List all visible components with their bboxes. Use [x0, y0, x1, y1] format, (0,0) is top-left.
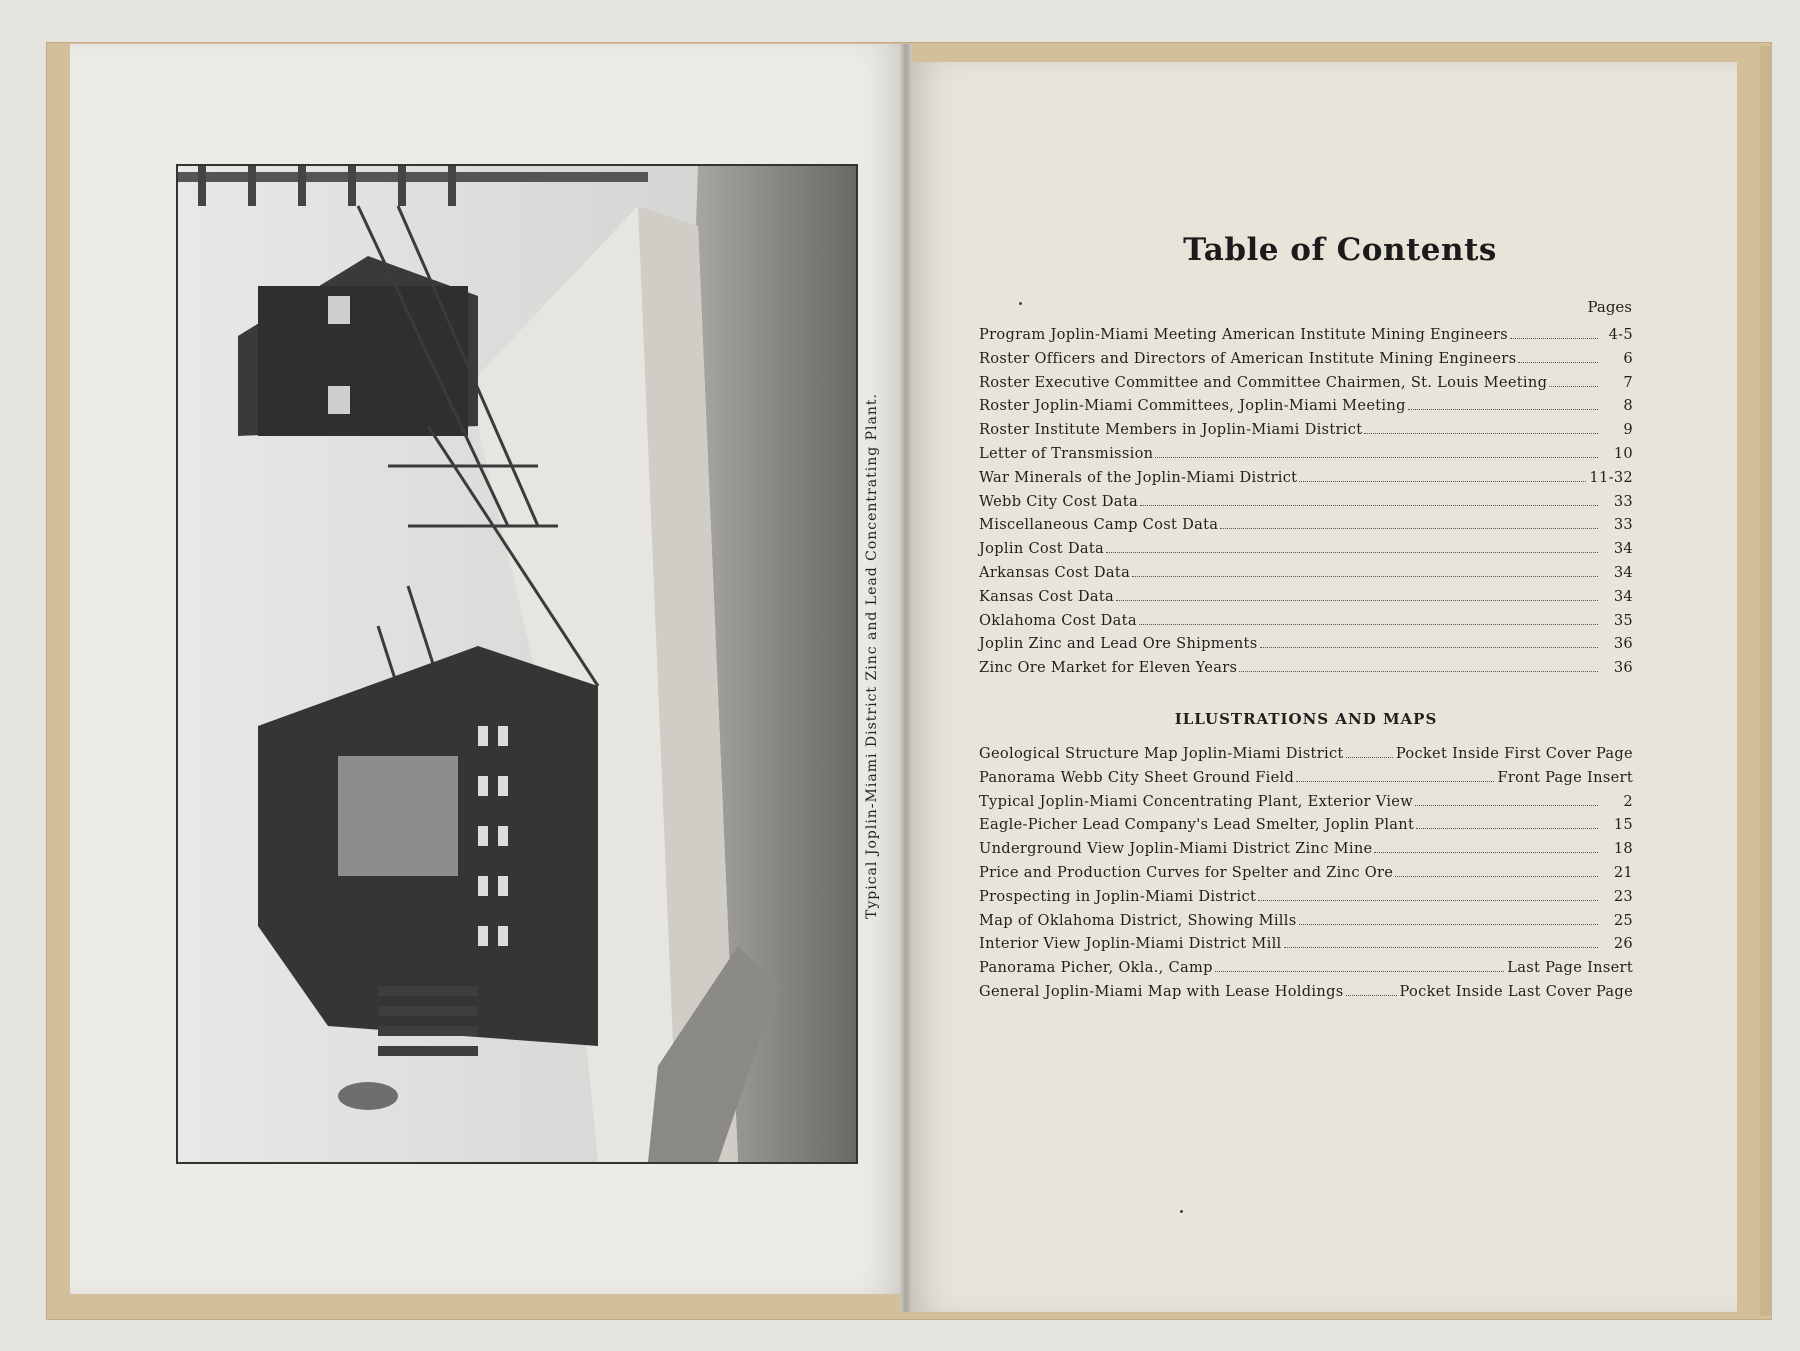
toc-entry-title: Prospecting in Joplin-Miami District [979, 887, 1257, 905]
dot-leader [1116, 600, 1598, 601]
toc-entry-page: 25 [1613, 911, 1633, 929]
toc-entry [979, 959, 1633, 983]
toc-entry [979, 816, 1633, 840]
toc-entry-page: 8 [1623, 397, 1633, 415]
toc-entry-title: Miscellaneous Camp Cost Data [979, 516, 1219, 534]
toc-entry-page: 34 [1613, 587, 1633, 605]
dot-leader [1415, 805, 1598, 806]
toc-entry [979, 469, 1633, 493]
toc-entry-title: Panorama Webb City Sheet Ground Field [979, 768, 1295, 786]
toc-entry-page: 10 [1613, 444, 1633, 462]
dot-leader [1346, 995, 1397, 996]
toc-entry [979, 793, 1633, 817]
toc-entry-title: General Joplin-Miami Map with Lease Holdings [979, 982, 1344, 1000]
toc-entry [979, 588, 1633, 612]
toc-entry [979, 840, 1633, 864]
dot-leader [1220, 528, 1598, 529]
toc-entry [979, 769, 1633, 793]
dot-leader [1284, 947, 1598, 948]
illustrations-header: ILLUSTRATIONS AND MAPS [1174, 710, 1438, 728]
toc-entry-title: Typical Joplin-Miami Concentrating Plant, Exterior View [979, 792, 1414, 810]
book-spine [900, 44, 912, 1312]
dot-leader [1395, 876, 1598, 877]
plant-photograph [176, 164, 858, 1164]
toc-entry-page: 34 [1613, 563, 1633, 581]
dot-leader [1139, 624, 1598, 625]
toc-entry [979, 493, 1633, 517]
dot-leader [1140, 505, 1598, 506]
dot-leader [1258, 900, 1598, 901]
dot-leader [1239, 671, 1598, 672]
toc-entry [979, 326, 1633, 350]
toc-entry-title: Geological Structure Map Joplin-Miami District [979, 745, 1344, 762]
dot-leader [1260, 647, 1598, 648]
toc-entry-page: 33 [1613, 492, 1633, 510]
dot-leader [1296, 781, 1494, 782]
toc-entry [979, 888, 1633, 912]
dot-leader [1374, 852, 1598, 853]
toc-entry-title: Joplin Cost Data [979, 540, 1105, 558]
toc-entry-title: Program Joplin-Miami Meeting American Institute Mining Engineers [979, 326, 1508, 343]
toc-entry [979, 983, 1633, 1007]
toc-entry-title: Price and Production Curves for Spelter and Zinc Ore [979, 863, 1394, 881]
toc-entry-title: Kansas Cost Data [979, 587, 1115, 605]
toc-entry-title: Panorama Picher, Okla., Camp [979, 959, 1213, 977]
toc-entry-title: Eagle-Picher Lead Company's Lead Smelter, Joplin Plant [979, 816, 1415, 834]
toc-entry [979, 635, 1633, 659]
toc-entry-title: Roster Officers and Directors of American Institute Mining Engineers [979, 349, 1517, 367]
toc-entry-page: 34 [1613, 540, 1633, 558]
toc-entry-page: 21 [1613, 863, 1633, 881]
contents-list [979, 326, 1633, 683]
toc-entry-title: Map of Oklahoma District, Showing Mills [979, 911, 1297, 929]
toc-entry [979, 935, 1633, 959]
dot-leader [1215, 971, 1504, 972]
toc-entry [979, 445, 1633, 469]
toc-entry [979, 745, 1633, 769]
toc-entry-title: Joplin Zinc and Lead Ore Shipments [979, 635, 1258, 653]
plant-photo-illustration [178, 166, 856, 1162]
toc-entry-page: 36 [1613, 659, 1633, 677]
toc-entry [979, 350, 1633, 374]
toc-entry-title: Roster Joplin-Miami Committees, Joplin-Miami Meeting [979, 397, 1406, 415]
toc-entry [979, 421, 1633, 445]
toc-entry [979, 564, 1633, 588]
toc-entry-title: Letter of Transmission [979, 444, 1154, 462]
toc-entry-page: 18 [1613, 840, 1633, 858]
toc-entry [979, 397, 1633, 421]
dot-leader [1106, 552, 1598, 553]
dot-leader [1408, 409, 1598, 410]
dot-leader [1299, 924, 1598, 925]
toc-entry [979, 612, 1633, 636]
toc-entry [979, 864, 1633, 888]
toc-entry-page: 4-5 [1608, 326, 1633, 343]
toc-entry-page: 9 [1623, 421, 1633, 439]
toc-entry-title: Oklahoma Cost Data [979, 611, 1137, 629]
toc-entry-page: 36 [1613, 635, 1633, 653]
dot-leader [1549, 386, 1598, 387]
toc-entry [979, 659, 1633, 683]
toc-entry-page: Front Page Insert [1497, 768, 1633, 786]
toc-entry-page: Pocket Inside Last Cover Page [1399, 982, 1633, 1000]
toc-entry [979, 516, 1633, 540]
toc-entry-title: Arkansas Cost Data [979, 563, 1131, 581]
toc-entry-title: Zinc Ore Market for Eleven Years [979, 659, 1238, 677]
dot-leader [1155, 457, 1598, 458]
toc-entry-page: Pocket Inside First Cover Page [1395, 745, 1633, 762]
dot-leader [1510, 338, 1598, 339]
toc-entry-page: 2 [1623, 792, 1633, 810]
toc-entry-page: 11-32 [1589, 468, 1633, 486]
dot-leader [1132, 576, 1598, 577]
toc-entry [979, 540, 1633, 564]
dot-leader [1518, 362, 1598, 363]
toc-entry-page: 26 [1613, 935, 1633, 953]
dot-leader [1416, 828, 1598, 829]
print-speck [1180, 1210, 1183, 1213]
toc-entry-page: 33 [1613, 516, 1633, 534]
toc-entry-title: Roster Executive Committee and Committee Chairmen, St. Louis Meeting [979, 373, 1548, 391]
toc-entry [979, 374, 1633, 398]
toc-entry-page: 23 [1613, 887, 1633, 905]
dot-leader [1299, 481, 1586, 482]
illustrations-list [979, 745, 1633, 1007]
toc-entry-page: 15 [1613, 816, 1633, 834]
cover-edge [1760, 46, 1772, 1316]
toc-entry-title: Webb City Cost Data [979, 492, 1138, 510]
toc-entry-title: Interior View Joplin-Miami District Mill [979, 935, 1282, 953]
toc-title: Table of Contents [1183, 232, 1497, 268]
toc-entry-title: Roster Institute Members in Joplin-Miami District [979, 421, 1363, 439]
toc-entry-page: 7 [1623, 373, 1633, 391]
photo-caption: Typical Joplin-Miami District Zinc and Lead Concentrating Plant. [864, 393, 880, 919]
dot-leader [1364, 433, 1598, 434]
pages-column-header: Pages [1587, 298, 1632, 316]
toc-entry-title: Underground View Joplin-Miami District Zinc Mine [979, 840, 1373, 858]
toc-entry-title: War Minerals of the Joplin-Miami District [979, 468, 1298, 486]
toc-entry-page: Last Page Insert [1507, 959, 1633, 977]
print-speck [1019, 302, 1022, 305]
dot-leader [1346, 757, 1393, 758]
toc-entry-page: 6 [1623, 349, 1633, 367]
toc-entry [979, 912, 1633, 936]
toc-entry-page: 35 [1613, 611, 1633, 629]
